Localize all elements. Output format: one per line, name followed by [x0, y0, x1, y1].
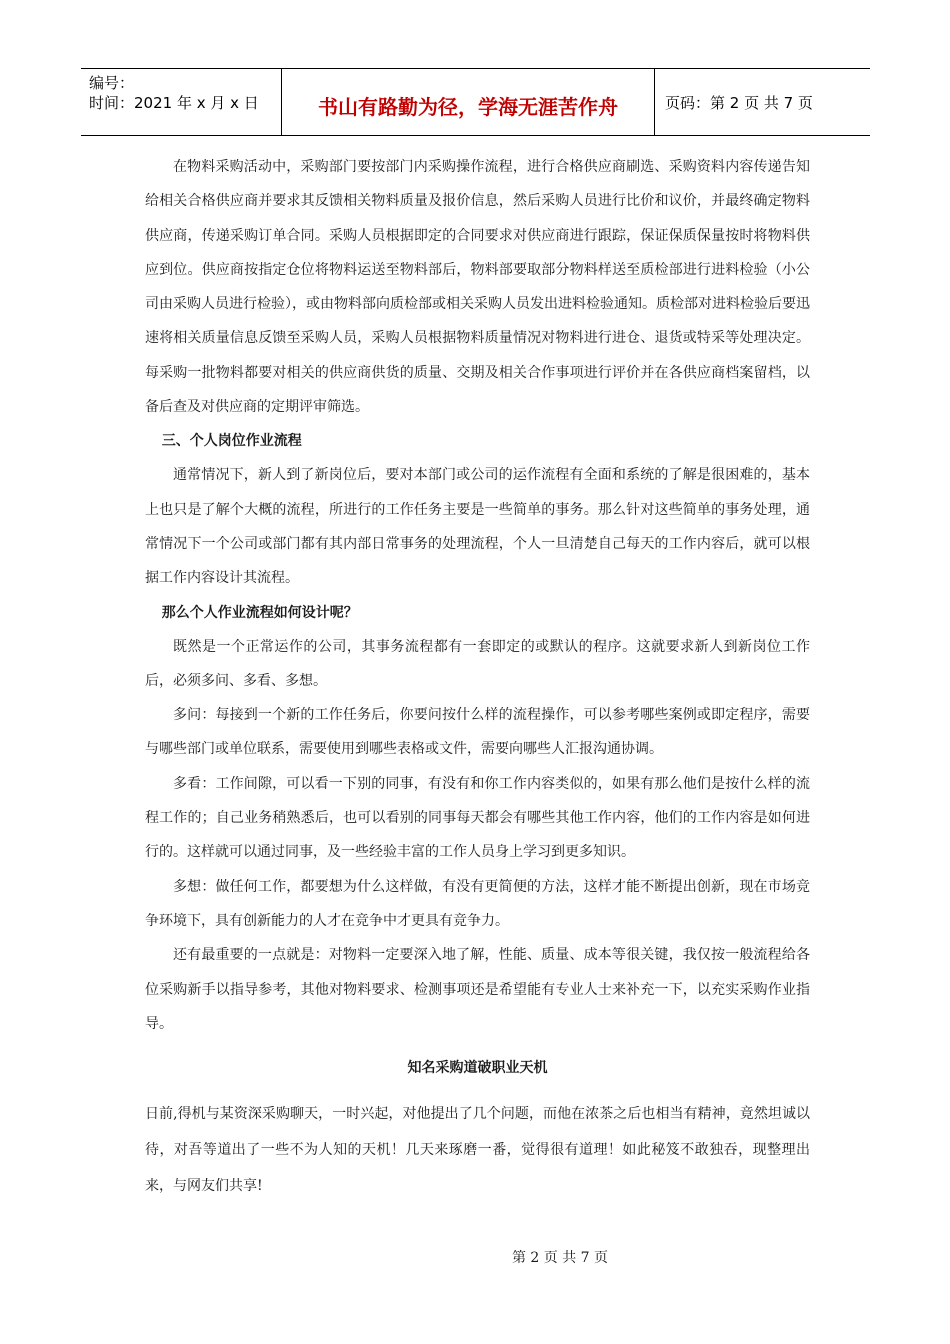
paragraph-observe-more: 多看：工作间隙，可以看一下别的同事，有没有和你工作内容类似的，如果有那么他们是按什么样的流程工作的；自己业务稍熟悉后，也可以看别的同事每天都会有哪些其他工作内容，他们的工作内容是如何进行的。这样就可以通过同事，及一些经验丰富的工作人员身上学习到更多知识。	[145, 775, 810, 861]
page-header	[81, 68, 870, 136]
header-motto: 书山有路勤为径，学海无涯苦作舟	[281, 69, 655, 135]
paragraph-think-more: 多想：做任何工作，都要想为什么这样做，有没有更简便的方法，这样才能不断提出创新，现在市场竞争环境下，具有创新能力的人才在竞争中才更具有竞争力。	[145, 878, 810, 929]
paragraph-ask-more: 多问：每接到一个新的工作任务后，你要问按什么样的流程操作，可以参考哪些案例或即定程序，需要与哪些部门或单位联系，需要使用到哪些表格或文件，需要向哪些人汇报沟通协调。	[145, 707, 810, 758]
question-heading: 那么个人作业流程如何设计呢？	[161, 604, 358, 621]
paragraph-article-intro: 日前,得机与某资深采购聊天，一时兴起，对他提出了几个问题，而他在浓茶之后也相当有精神，竟然坦诚以待，对吾等道出了一些不为人知的天机！几天来琢磨一番，觉得很有道理！如此秘笈不敢独吞，现整理出来，与网友们共享!	[145, 1106, 810, 1194]
paragraph-most-important: 还有最重要的一点就是：对物料一定要深入地了解，性能、质量、成本等很关键，我仅按一般流程给各位采购新手以指导参考，其他对物料要求、检测事项还是希望能有专业人士来补充一下，以充实采购作业指导。	[145, 947, 810, 1032]
document-body	[145, 150, 810, 1194]
paragraph-procurement: 在物料采购活动中，采购部门要按部门内采购操作流程，进行合格供应商刷选、采购资料内容传递告知给相关合格供应商并要求其反馈相关物料质量及报价信息，然后采购人员进行比价和议价，并最终确定物料供应商，传递采购订单合同。采购人员根据即定的合同要求对供应商进行跟踪，保证保质保量按时将物料供应到位。供应商按指定仓位将物料运送至物料部后，物料部要取部分物料样送至质检部进行进料检验（小公司由采购人员进行检验），或由物料部向质检部或相关采购人员发出进料检验通知。质检部对进料检验后要迅速将相关质量信息反馈至采购人员，采购人员根据物料质量情况对物料进行进仓、退货或特采等处理决定。每采购一批物料都要对相关的供应商供货的质量、交期及相关合作事项进行评价并在各供应商档案留档，以备后查及对供应商的定期评审筛选。	[145, 159, 810, 416]
serial-label: 编号：	[89, 74, 135, 92]
header-meta	[81, 69, 281, 135]
section-heading-3: 三、个人岗位作业流程	[161, 433, 302, 450]
article-title: 知名采购道破职业天机	[407, 1060, 548, 1076]
paragraph-company-process: 既然是一个正常运作的公司，其事务流程都有一套即定的或默认的程序。这就要求新人到新岗位工作后，必须多问、多看、多想。	[145, 638, 810, 689]
header-page-label: 页码：第 2 页 共 7 页	[665, 93, 813, 112]
page-footer: 第 2 页 共 7 页	[511, 1250, 609, 1266]
time-label: 时间：2021 年 x 月 x 日	[89, 94, 259, 112]
paragraph-new-employee: 通常情况下，新人到了新岗位后，要对本部门或公司的运作流程有全面和系统的了解是很困难的，基本上也只是了解个大概的流程，所进行的工作任务主要是一些简单的事务。那么针对这些简单的事务处理，通常情况下一个公司或部门都有其内部日常事务的处理流程，个人一旦清楚自己每天的工作内容后，就可以根据工作内容设计其流程。	[145, 467, 810, 587]
article-body	[145, 1096, 810, 1204]
